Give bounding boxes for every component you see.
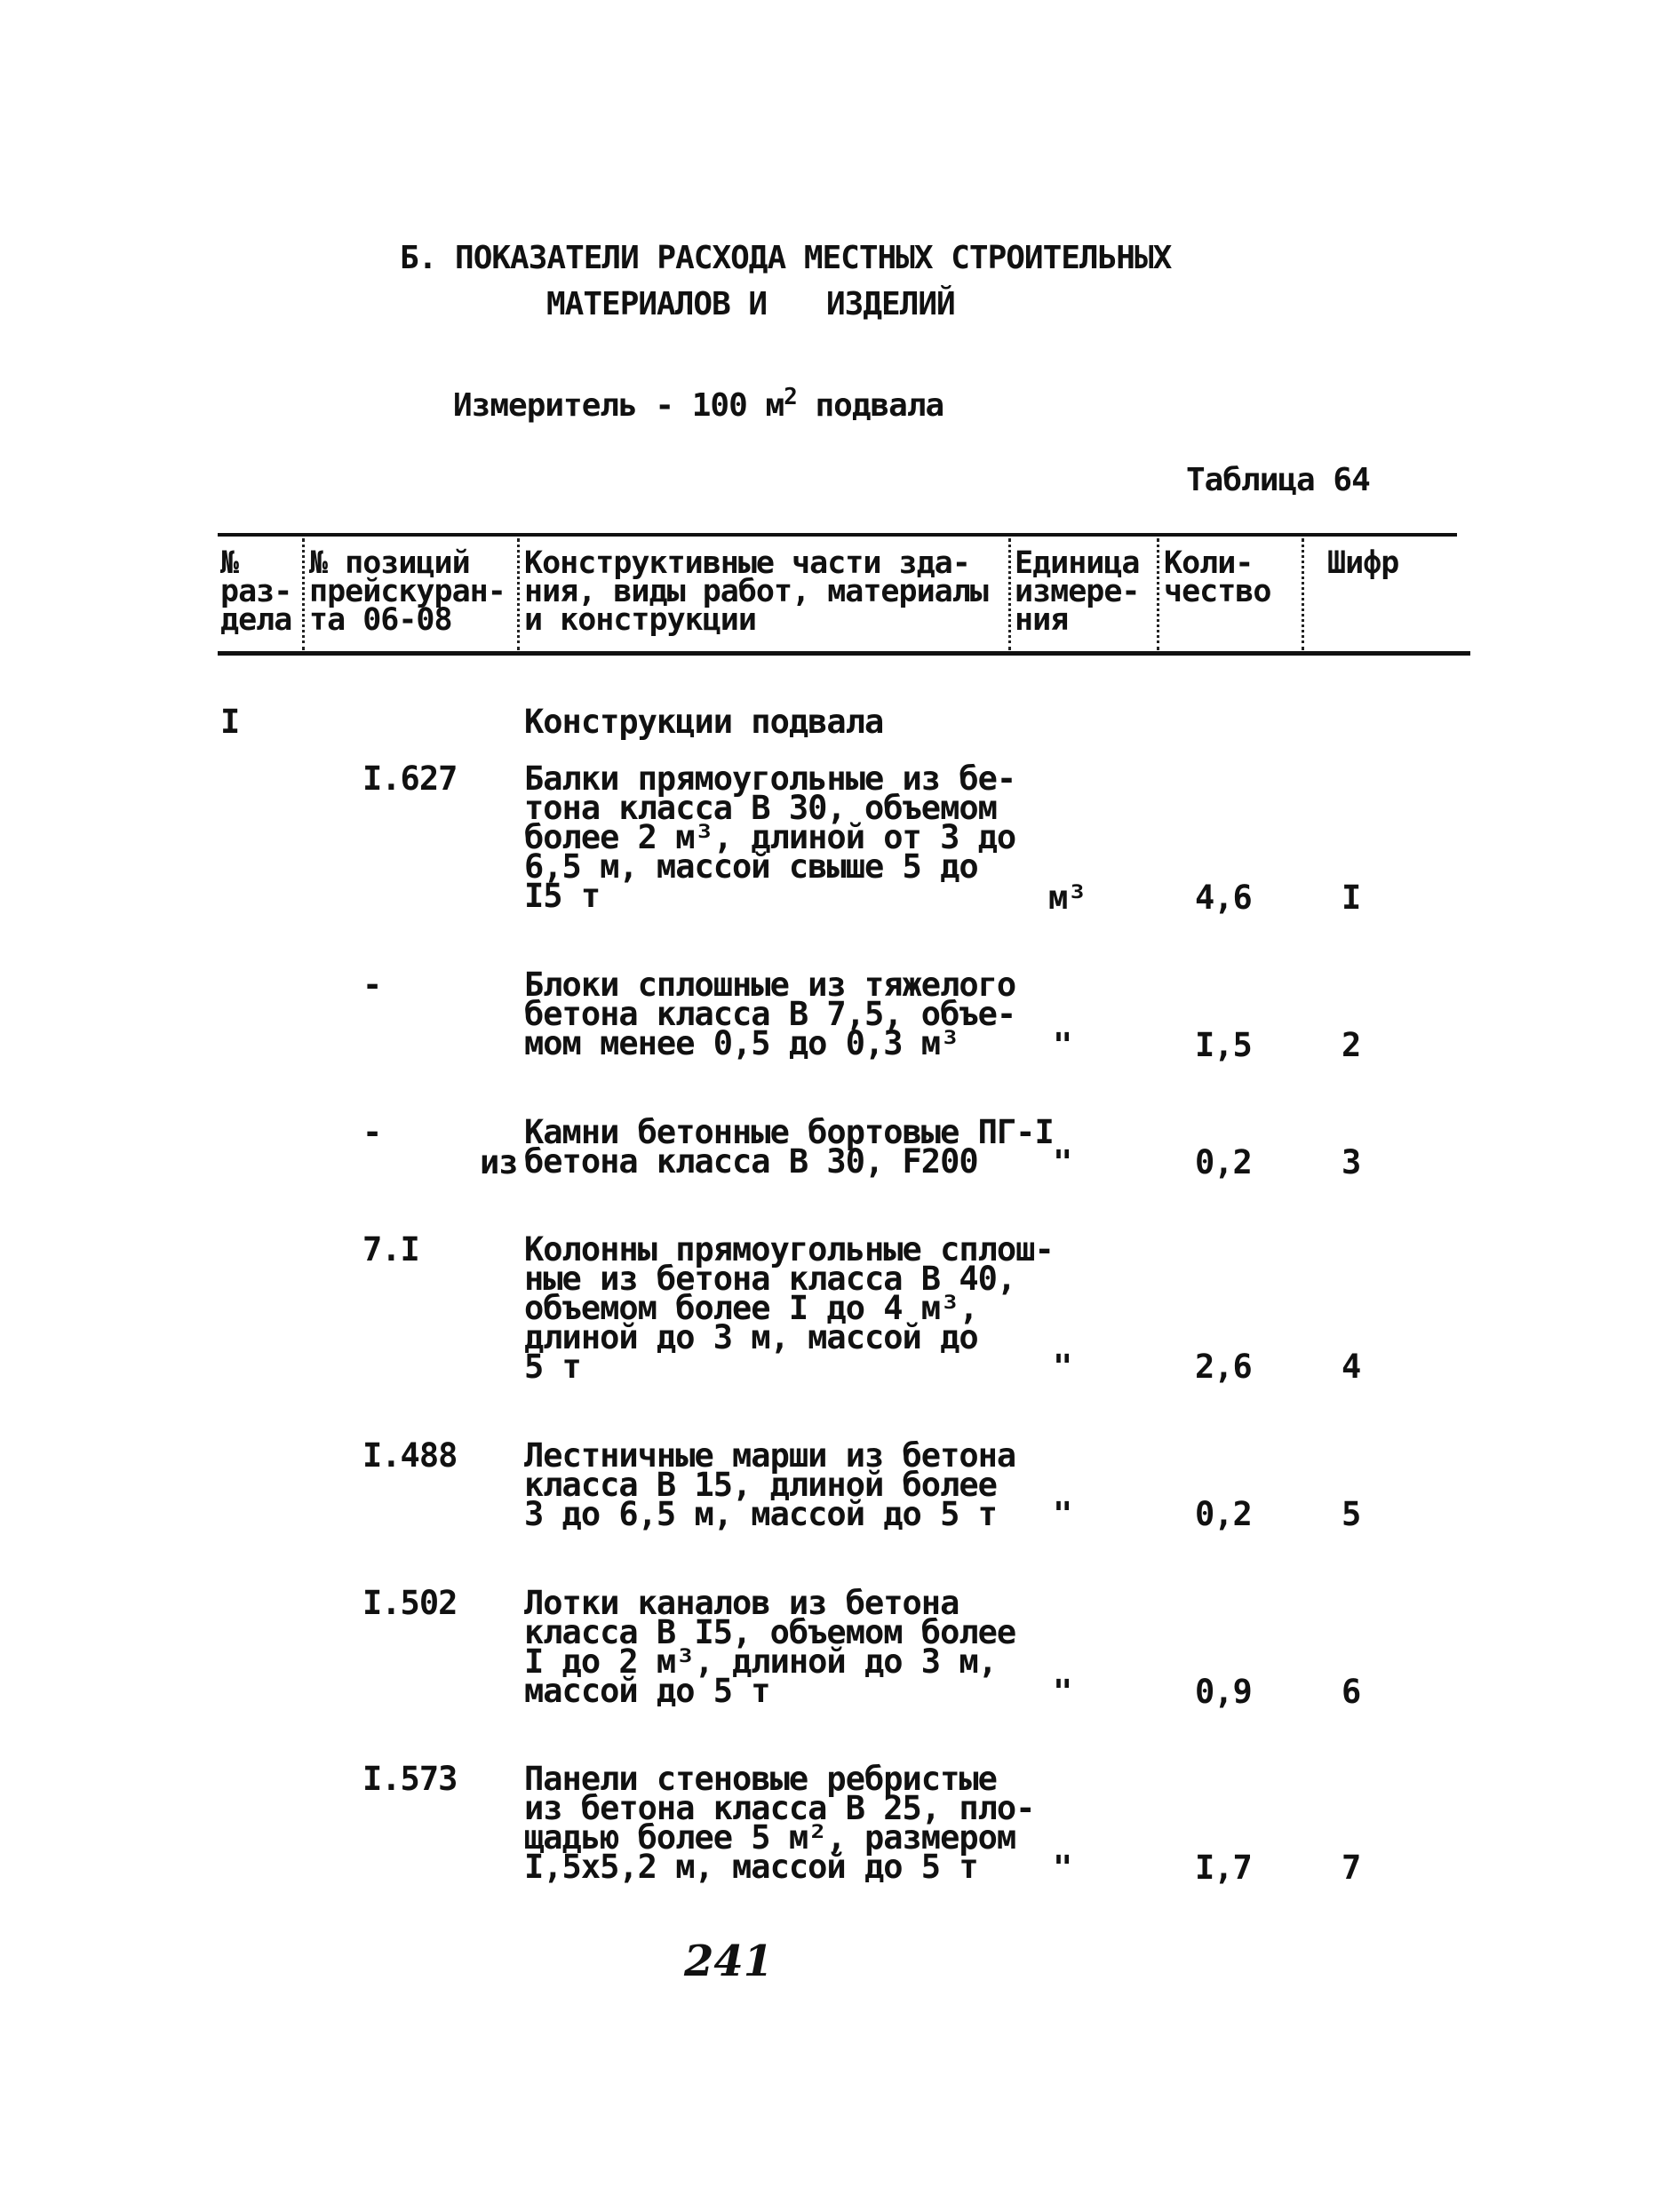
row-5-description: Лестничные марши из бетона класса В 15, длиной более 3 до 6,5 м, массой до 5 т — [524, 1436, 1016, 1533]
row-2-description: Блоки сплошные из тяжелого бетона класса В 7,5, объе- мом менее 0,5 до 0,3 м³ — [524, 966, 1016, 1062]
row-6-quantity: 0,9 — [1195, 1673, 1252, 1711]
section-number: I — [220, 703, 240, 741]
header-code: Шифр — [1327, 545, 1399, 581]
row-6-code: 6 — [1342, 1673, 1361, 1711]
heading-line-1: Б. ПОКАЗАТЕЛИ РАСХОДА МЕСТНЫХ СТРОИТЕЛЬНЫХ — [400, 240, 1172, 276]
header-unit: Единица измере- ния — [1015, 545, 1140, 638]
row-5-code: 5 — [1342, 1495, 1361, 1533]
row-3-prefix: из — [480, 1143, 518, 1181]
table-label: Таблица 64 — [1186, 462, 1370, 498]
row-5-quantity: 0,2 — [1195, 1495, 1252, 1533]
header-section-number: № раз- дела — [220, 545, 292, 638]
row-1-unit: м³ — [1048, 879, 1087, 917]
row-3-unit: " — [1053, 1143, 1072, 1181]
row-6-description: Лотки каналов из бетона класса В I5, объемом более I до 2 м³, длиной до 3 м, массой до 5 т — [524, 1584, 1016, 1710]
measure-suffix: подвала — [796, 387, 944, 424]
row-7-code: 7 — [1342, 1849, 1361, 1887]
column-separator — [1008, 538, 1011, 650]
column-separator — [1157, 538, 1159, 650]
row-3-quantity: 0,2 — [1195, 1143, 1252, 1181]
header-description: Конструктивные части зда- ния, виды работ, материалы и конструкции — [524, 545, 988, 638]
heading-line-2: МАТЕРИАЛОВ И — [546, 286, 768, 322]
header-bottom-rule — [218, 651, 1470, 656]
measure-line — [453, 384, 944, 424]
row-4-description: Колонны прямоугольные сплош- ные из бетона класса В 40, объемом более I до 4 м³, длиной до 3 м, массой до 5 т — [524, 1230, 1054, 1386]
row-3-description: Камни бетонные бортовые ПГ-I бетона класса В 30, F200 — [524, 1113, 1054, 1181]
measure-prefix: Измеритель - 100 м — [453, 387, 784, 424]
row-4-code: 4 — [1342, 1348, 1361, 1386]
page-number: 241 — [684, 1937, 774, 1986]
row-7-position: I.573 — [362, 1760, 458, 1798]
row-1-quantity: 4,6 — [1195, 879, 1252, 917]
row-2-code: 2 — [1342, 1026, 1361, 1064]
row-5-unit: " — [1053, 1495, 1072, 1533]
row-3-code: 3 — [1342, 1143, 1361, 1181]
column-separator — [517, 538, 520, 650]
column-separator — [302, 538, 305, 650]
header-quantity: Коли- чество — [1164, 545, 1271, 609]
row-4-quantity: 2,6 — [1195, 1348, 1252, 1386]
header-top-rule — [218, 533, 1457, 537]
row-7-description: Панели стеновые ребристые из бетона класса В 25, пло- щадью более 5 м², размером I,5х5,2 м, массой до 5 т — [524, 1760, 1035, 1886]
row-7-unit: " — [1053, 1849, 1072, 1887]
row-1-position: I.627 — [362, 760, 458, 798]
measure-superscript: 2 — [784, 384, 797, 410]
row-2-position: - — [362, 966, 382, 1004]
row-1-description: Балки прямоугольные из бе- тона класса В 30, объемом более 2 м³, длиной от 3 до 6,5 м, массой свыше 5 до I5 т — [524, 760, 1016, 915]
heading-line-2b: ИЗДЕЛИЙ — [826, 286, 955, 322]
row-2-quantity: I,5 — [1195, 1026, 1252, 1064]
row-4-unit: " — [1053, 1348, 1072, 1386]
row-4-position: 7.I — [362, 1230, 419, 1269]
row-3-position: - — [362, 1113, 382, 1151]
column-separator — [1302, 538, 1304, 650]
row-2-unit: " — [1053, 1026, 1072, 1064]
header-position-number: № позиций прейскуран- та 06-08 — [309, 545, 506, 638]
row-5-position: I.488 — [362, 1436, 458, 1475]
row-6-position: I.502 — [362, 1584, 458, 1622]
section-title: Конструкции подвала — [524, 703, 884, 741]
row-7-quantity: I,7 — [1195, 1849, 1252, 1887]
row-6-unit: " — [1053, 1673, 1072, 1711]
row-1-code: I — [1342, 879, 1361, 917]
